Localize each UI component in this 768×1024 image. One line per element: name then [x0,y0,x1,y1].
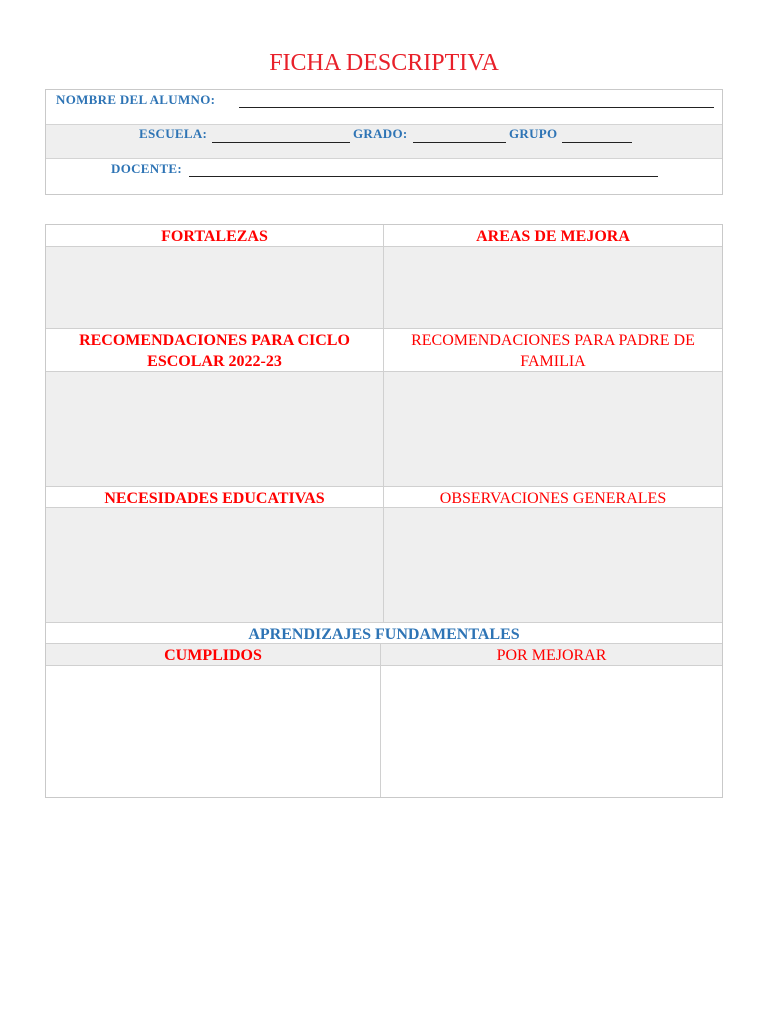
to-improve-content[interactable] [381,666,722,797]
to-improve-header: POR MEJORAR [381,644,722,666]
improvement-areas-header: AREAS DE MEJORA [384,225,722,247]
grade-label: GRADO: [353,126,408,141]
student-name-label: NOMBRE DEL ALUMNO: [56,92,216,107]
descriptive-grid [45,224,723,798]
general-observations-content[interactable] [384,508,722,623]
achieved-header: CUMPLIDOS [46,644,381,666]
fundamental-learning-header: APRENDIZAJES FUNDAMENTALES [46,623,722,644]
recommendations-cycle-header: RECOMENDACIONES PARA CICLO ESCOLAR 2022-23 [46,329,384,372]
recommendations-parents-content[interactable] [384,372,722,487]
school-grade-group-row [46,125,722,159]
teacher-row [46,159,722,194]
group-label: GRUPO [509,126,558,141]
student-name-row [46,90,722,125]
student-name-field[interactable] [239,107,714,108]
student-info-section [45,89,723,195]
grade-field[interactable] [413,142,506,143]
educational-needs-header: NECESIDADES EDUCATIVAS [46,487,384,508]
recommendations-parents-header: RECOMENDACIONES PARA PADRE DE FAMILIA [384,329,722,372]
page-title: FICHA DESCRIPTIVA [269,50,499,76]
improvement-areas-content[interactable] [384,247,722,329]
school-label: ESCUELA: [139,126,208,141]
general-observations-header: OBSERVACIONES GENERALES [384,487,722,508]
strengths-header: FORTALEZAS [46,225,384,247]
school-field[interactable] [212,142,350,143]
strengths-content[interactable] [46,247,384,329]
educational-needs-content[interactable] [46,508,384,623]
recommendations-cycle-content[interactable] [46,372,384,487]
group-field[interactable] [562,142,632,143]
teacher-label: DOCENTE: [111,161,183,176]
achieved-content[interactable] [46,666,381,797]
teacher-field[interactable] [189,176,658,177]
